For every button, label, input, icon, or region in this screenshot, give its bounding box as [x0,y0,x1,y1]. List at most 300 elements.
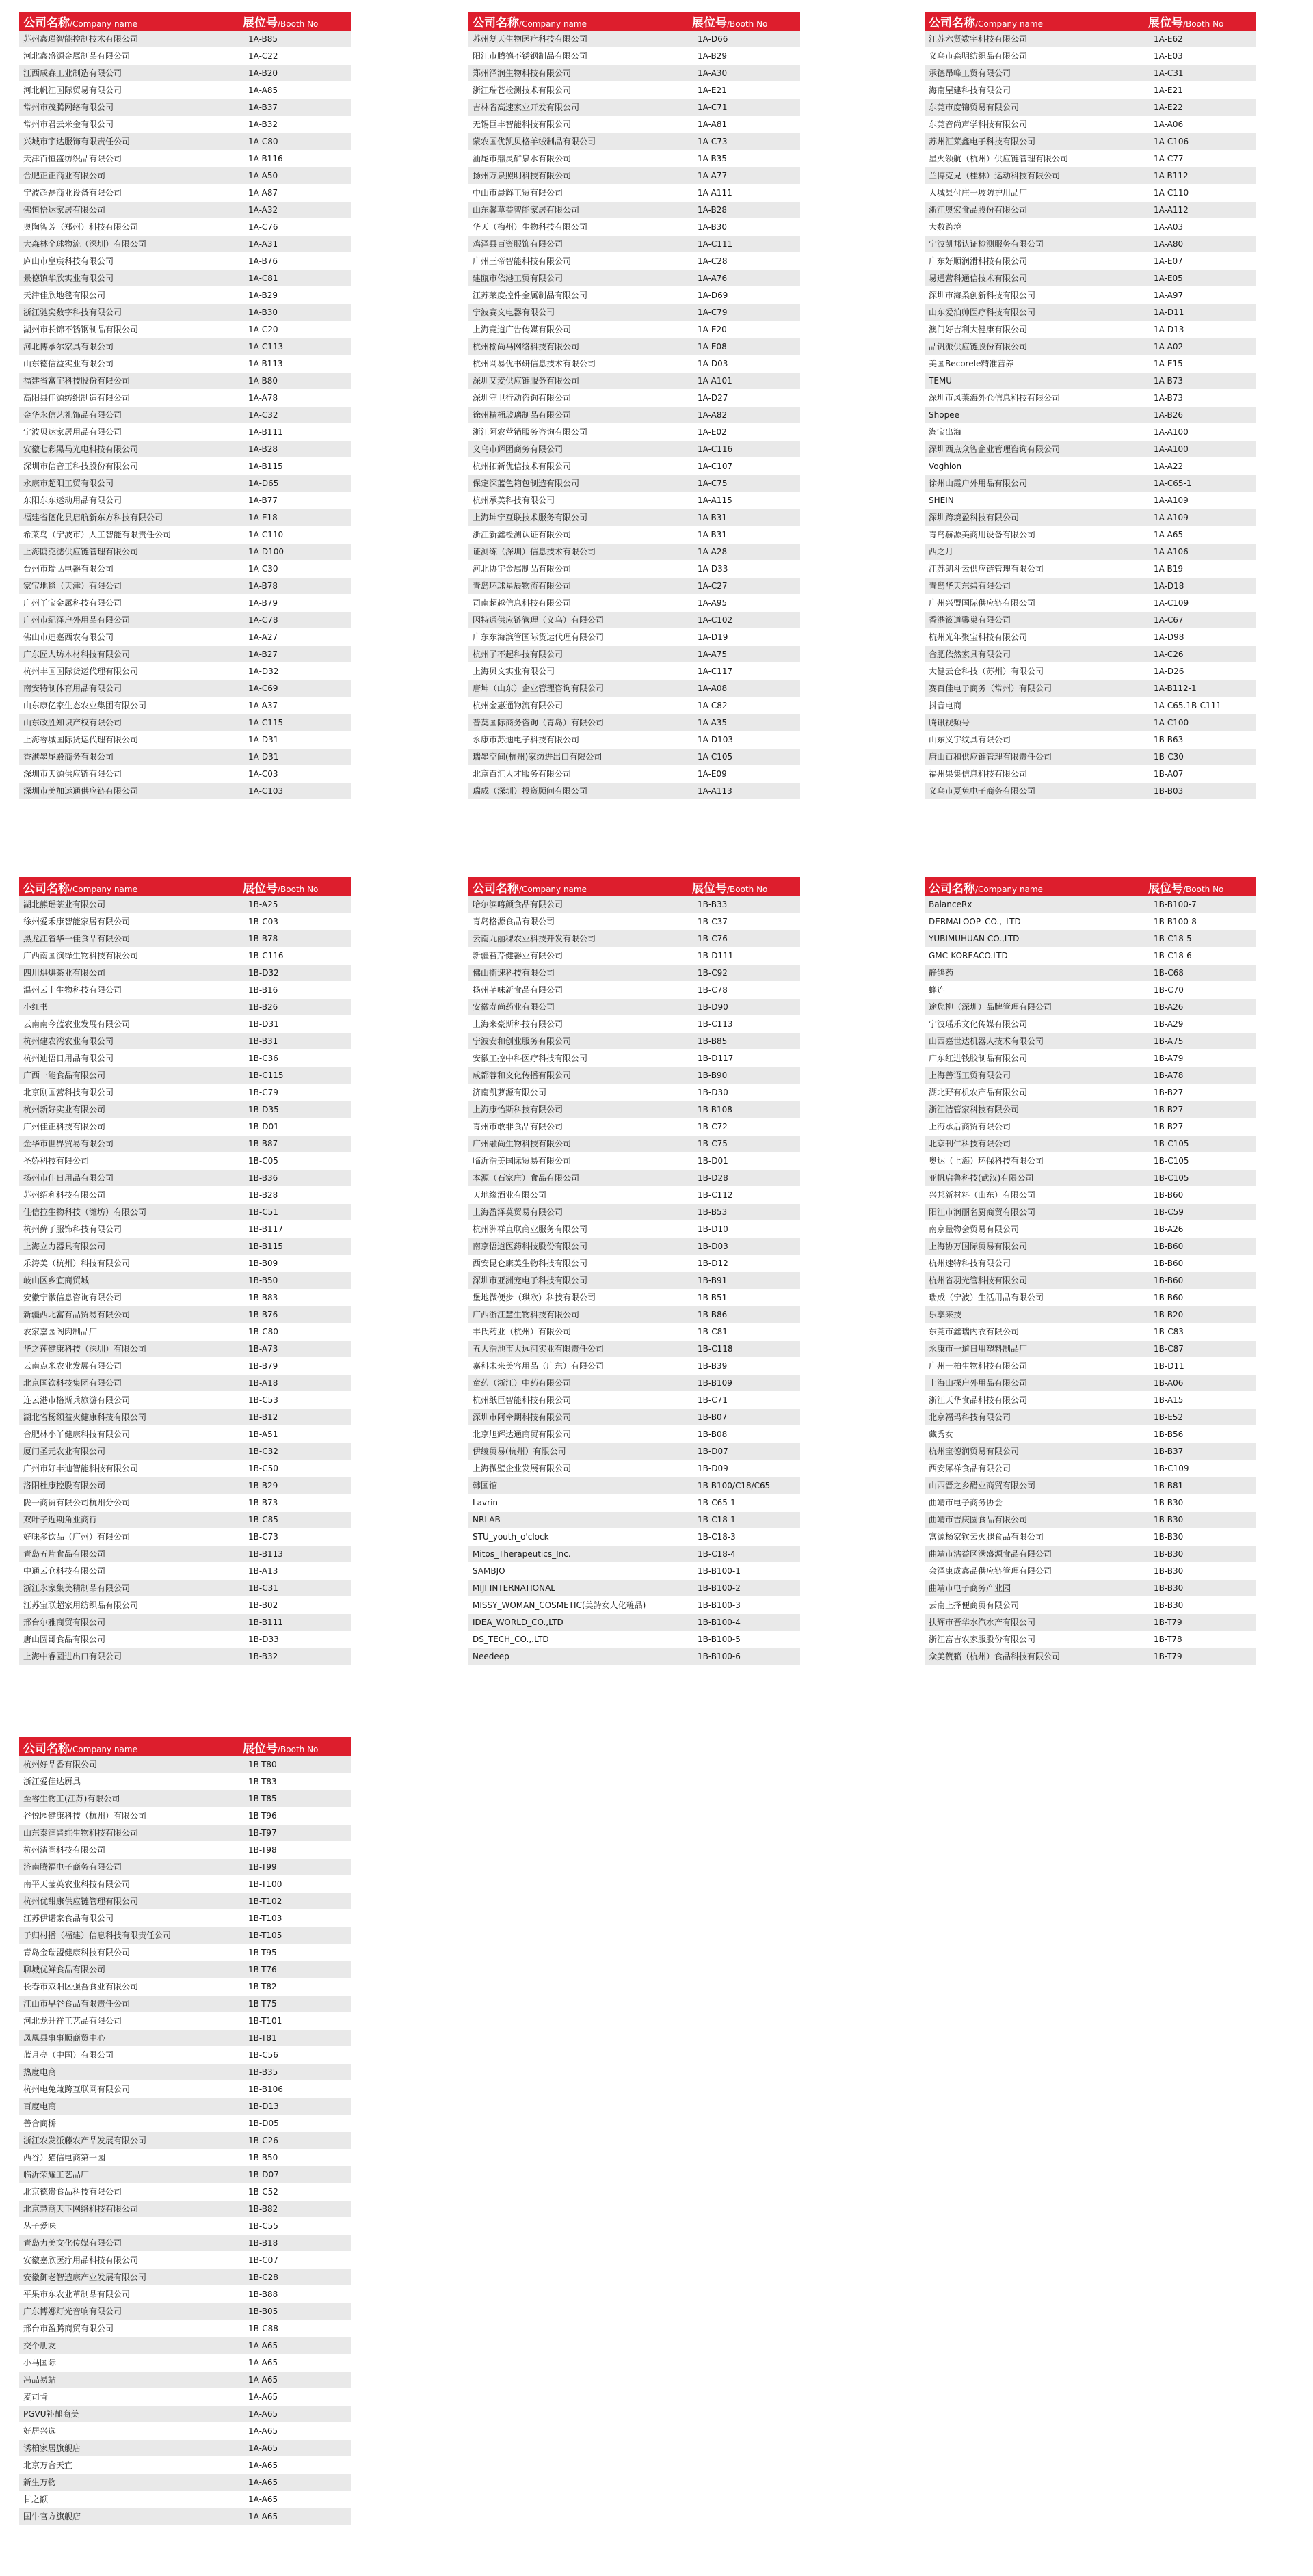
booth-number: 1B-C87 [1154,1344,1184,1354]
table-row [925,116,1256,133]
booth-number: 1B-B100-5 [698,1635,741,1644]
company-name: 众美赞籁（杭州）食品科技有限公司 [929,1652,1061,1661]
table-row [19,2440,351,2457]
booth-number: 1B-A26 [1154,1224,1184,1234]
table-row [925,1580,1256,1597]
table-row [468,270,800,287]
table-row [19,2149,351,2166]
table-row [19,1153,351,1170]
booth-number: 1B-D30 [698,1088,728,1097]
booth-number: 1B-B37 [1154,1447,1184,1456]
table-row [925,270,1256,287]
table-row [19,48,351,65]
table-row [468,595,800,612]
company-name: 杭州承美科技有限公司 [473,496,555,505]
company-name: 承德昂峰工贸有限公司 [929,68,1011,78]
booth-number: 1A-E22 [1154,103,1183,112]
booth-number: 1A-C65.1B-C111 [1154,701,1221,710]
company-name: 大城县付庄一坡防护用品厂 [929,188,1028,198]
booth-number: 1A-E15 [1154,359,1183,368]
company-name: 天地缘酒业有限公司 [473,1190,547,1200]
table-row [468,390,800,407]
company-name: 本源（石家庄）食品有限公司 [473,1173,580,1183]
company-name: 广西浙江慧生物科技有限公司 [473,1310,580,1319]
table-header [19,1737,351,1756]
booth-number: 1B-T83 [248,1777,277,1786]
booth-number: 1A-C77 [1154,154,1184,163]
booth-number: 1A-C03 [248,769,278,779]
company-name: 福建省德化县启航新东方科技有限公司 [23,513,163,522]
company-name: 连云港市格斯兵旅游有限公司 [23,1395,131,1405]
table-row [468,1324,800,1341]
booth-number: 1A-A82 [698,410,728,420]
table-row [925,646,1256,663]
booth-number: 1A-B32 [248,120,278,129]
booth-number: 1A-B78 [248,581,278,591]
booth-number: 1A-B31 [698,513,727,522]
booth-number: 1A-B29 [698,51,727,61]
company-name: 天津佳欣地毯有限公司 [23,291,106,300]
table-row [19,475,351,492]
company-name: 北京福玛科技有限公司 [929,1412,1011,1422]
company-name: 扬州市佳日用品有限公司 [23,1173,114,1183]
booth-number: 1B-T79 [1154,1618,1182,1627]
table-row [468,965,800,982]
company-name: 广东好顺润滑科技有限公司 [929,256,1028,266]
table-row [925,167,1256,185]
table-row [925,475,1256,492]
company-name: 广州兴盟国际供应链有限公司 [929,598,1036,608]
company-name: 云南南今蓝农业发展有限公司 [23,1019,131,1029]
booth-number: 1B-B36 [248,1173,278,1183]
table-row [468,1648,800,1665]
table-row [925,1221,1256,1238]
company-name: 合肥正正商业有限公司 [23,171,106,180]
table-body [468,31,800,800]
booth-number: 1B-C116 [248,951,284,961]
company-name: 子归村播（福建）信息科技有限责任公司 [23,1931,172,1940]
company-name: 成都蓉和文化传播有限公司 [473,1071,572,1080]
table-row [19,1961,351,1978]
company-name: 东莞市度锦贸易有限公司 [929,103,1020,112]
booth-number: 1B-C85 [248,1515,278,1525]
company-name: 上海康怡斯科技有限公司 [473,1105,563,1114]
booth-number: 1A-A76 [698,273,728,283]
booth-number: 1A-B29 [248,291,278,300]
company-name: DS_TECH_CO.,.LTD [473,1635,549,1644]
table-row [925,1477,1256,1494]
booth-number: 1B-B09 [248,1259,278,1268]
company-name: 深圳市风莱海外仓信息科技有限公司 [929,393,1061,403]
table-row [468,646,800,663]
booth-number: 1A-A30 [698,68,728,78]
company-name: 湖北熊瑶茶业有限公司 [23,900,106,909]
booth-number: 1A-A113 [698,786,732,796]
table-row [19,1238,351,1255]
company-header-en: /Company name [70,1744,137,1754]
booth-number: 1B-C88 [248,2324,278,2333]
booth-number: 1B-C05 [248,1156,278,1166]
table-row [19,1756,351,1773]
company-name: 山东康亿家生态农业集团有限公司 [23,701,147,710]
booth-number: 1A-C107 [698,461,733,471]
company-name: 瑞成（宁波）生活用品有限公司 [929,1293,1044,1302]
company-name: 会泽康成鑫品供应链管理有限公司 [929,1566,1052,1576]
booth-number: 1A-A65 [248,2341,278,2350]
table-row [19,1614,351,1631]
booth-number: 1A-C110 [1154,188,1189,198]
table-row [19,2303,351,2320]
table-row [19,509,351,526]
company-name: 青岛五片食品有限公司 [23,1549,106,1559]
booth-number: 1B-A26 [1154,1002,1184,1012]
booth-number: 1A-A65 [248,2495,278,2504]
company-name: 香港筱道馨巢有限公司 [929,615,1011,625]
booth-number: 1A-C103 [248,786,284,796]
booth-number: 1A-A65 [248,2358,278,2367]
booth-number: 1A-B19 [1154,564,1183,574]
booth-number: 1B-C53 [248,1395,278,1405]
company-name: 平果市东农业革制品有限公司 [23,2290,131,2299]
company-name: STU_youth_o'clock [473,1532,549,1542]
company-name: 江苏莱度控件金属制品有限公司 [473,291,588,300]
booth-header-en: /Booth No [727,884,768,894]
table-row [468,999,800,1016]
booth-number: 1B-D01 [248,1122,279,1131]
company-name: 杭州丰国国际货运代理有限公司 [23,667,139,676]
company-name: NRLAB [473,1515,501,1525]
table-row [468,150,800,167]
booth-number: 1A-A75 [698,649,728,659]
company-name: 深圳跨境盈科技有限公司 [929,513,1020,522]
booth-header-en: /Booth No [1183,18,1224,29]
booth-number: 1B-D01 [698,1156,728,1166]
booth-number: 1B-C18-4 [698,1549,736,1559]
company-name: 浙江驰奕数字科技有限公司 [23,308,122,317]
table-row [19,1204,351,1221]
company-name: 徐州爱禾康智能家居有限公司 [23,917,131,926]
company-name: 云南点米农业发展有限公司 [23,1361,122,1371]
table-row [19,2320,351,2337]
booth-number: 1B-A75 [1154,1036,1184,1046]
booth-number: 1B-B60 [1154,1242,1184,1251]
company-name: 保定深蓝色箱包制造有限公司 [473,479,580,488]
booth-number: 1B-T96 [248,1811,277,1821]
booth-number: 1B-B30 [1154,1515,1184,1525]
company-name: 洛阳杜康控股有限公司 [23,1481,106,1490]
table-row [468,48,800,65]
table-row [19,629,351,646]
booth-number: 1B-T79 [1154,1652,1182,1661]
booth-number: 1A-C32 [248,410,278,420]
company-name: 杭州光年聚宝科技有限公司 [929,632,1028,642]
table-row [468,1067,800,1084]
booth-number: 1A-E07 [1154,256,1183,266]
booth-number: 1B-C36 [248,1054,278,1063]
company-name: 山东馨草益智能家居有限公司 [473,205,580,215]
company-name: 广西南国演绎生物科技有限公司 [23,951,139,961]
company-name: 杭州洲祥直联商业服务有限公司 [473,1224,588,1234]
company-name: 广州市好丰迪智能科技有限公司 [23,1464,139,1473]
table-row [19,1773,351,1790]
company-name: 苏州复天生物医疗科技有限公司 [473,34,588,44]
booth-number: 1A-E18 [248,513,278,522]
booth-number: 1B-C18-6 [1154,951,1192,961]
company-name: 兰博克兄（桂林）运动科技有限公司 [929,171,1061,180]
booth-number: 1B-C112 [698,1190,733,1200]
table-row [468,1170,800,1187]
company-name: 好居兴选 [23,2426,57,2436]
booth-header-en: /Booth No [278,1744,319,1754]
table-row [19,167,351,185]
table-row [19,253,351,270]
booth-number: 1A-A65 [248,2375,278,2385]
booth-number: 1A-B30 [248,308,278,317]
table-row [468,1101,800,1118]
table-row [19,65,351,82]
table-row [19,1084,351,1101]
booth-number: 1A-A111 [698,188,732,198]
booth-number: 1A-B31 [698,530,727,539]
company-name: 新生万物 [23,2478,57,2487]
booth-number: 1B-D10 [698,1224,728,1234]
company-name: 青岛赫源美商用设备有限公司 [929,530,1036,539]
company-name: 亚帆启鲁科技(武汉)有限公司 [929,1173,1034,1183]
table-row [925,1084,1256,1101]
booth-number: 1B-B02 [248,1600,278,1610]
table-row [19,1597,351,1614]
table-row [468,1460,800,1477]
company-name: 浙江天华食品科技有限公司 [929,1395,1028,1405]
company-name: 云南九丽稞农业科技开发有限公司 [473,934,596,943]
booth-column-header [243,1739,345,1756]
booth-number: 1A-C82 [698,701,728,710]
booth-number: 1A-A65 [248,2409,278,2419]
company-name: 义乌市辉团商务有限公司 [473,444,563,454]
company-name: 常州市茂腾网络有限公司 [23,103,114,112]
booth-number: 1B-B90 [698,1071,728,1080]
booth-number: 1B-C105 [1154,1173,1189,1183]
company-name: 浙江洁管家科技有限公司 [929,1105,1020,1114]
booth-number: 1B-B20 [1154,1310,1184,1319]
company-name: 杭州了不起科技有限公司 [473,649,563,659]
booth-number: 1A-B116 [248,154,283,163]
table-header [19,877,351,896]
company-name: 上海坤宁互联技术服务有限公司 [473,513,588,522]
booth-number: 1A-D27 [698,393,728,403]
booth-number: 1B-B51 [698,1293,728,1302]
company-name: 福州果集信息科技有限公司 [929,769,1028,779]
table-row [19,1631,351,1648]
company-name: 邢台市盈腾商贸有限公司 [23,2324,114,2333]
company-name: 易通营科通信技术有限公司 [929,273,1028,283]
table-header [19,12,351,31]
company-name: 上海贝文实业有限公司 [473,667,555,676]
booth-number: 1B-B100-3 [698,1600,741,1610]
booth-number: 1B-C75 [698,1139,728,1149]
company-name: GMC-KOREACO.LTD [929,951,1008,961]
company-name: 宁波贝达家居用品有限公司 [23,427,122,437]
table-row [468,629,800,646]
booth-number: 1A-E08 [698,342,727,351]
table-row [468,1118,800,1136]
company-name: 扬州万泉照明科技有限公司 [473,171,572,180]
exhibitor-table-4 [19,877,351,1665]
company-name: 上海协万国际贸易有限公司 [929,1242,1028,1251]
booth-number: 1A-A50 [248,171,278,180]
table-row [19,1136,351,1153]
table-row [19,1221,351,1238]
company-name: 上海中睿圆进出口有限公司 [23,1652,122,1661]
company-name: 徐州精桶玻璃制品有限公司 [473,410,572,420]
company-name: 浙江奥宏食品股份有限公司 [929,205,1028,215]
table-row [468,1392,800,1409]
table-row [468,1306,800,1324]
table-row [19,1825,351,1842]
table-row [925,749,1256,766]
table-row [468,1238,800,1255]
company-name: 佛山市迪嘉西农有限公司 [23,632,114,642]
booth-number: 1B-B60 [1154,1276,1184,1285]
table-row [19,2372,351,2389]
table-row [925,982,1256,999]
company-name: 哈尔滨喀颜食品有限公司 [473,900,563,909]
table-row [19,1790,351,1808]
company-name: 星火领航（杭州）供应链管理有限公司 [929,154,1069,163]
table-row [925,338,1256,355]
booth-number: 1A-D69 [698,291,728,300]
table-row [468,253,800,270]
company-name: 岐山区乡宜商贸城 [23,1276,90,1285]
booth-number: 1A-C109 [1154,598,1189,608]
table-header [925,877,1256,896]
booth-number: 1A-A95 [698,598,728,608]
table-row [19,390,351,407]
table-row [925,1016,1256,1033]
booth-number: 1B-T80 [248,1760,277,1769]
table-row [468,1358,800,1375]
company-name: 青岛环球星辰物流有限公司 [473,581,572,591]
table-row [925,663,1256,680]
booth-number: 1A-A85 [248,85,278,95]
table-row [19,116,351,133]
table-row [468,1221,800,1238]
booth-number: 1B-C78 [698,985,728,995]
table-row [925,1409,1256,1426]
table-row [925,355,1256,373]
booth-column-header [692,13,795,30]
company-name: 嘉科未来美容用品（广东）有限公司 [473,1361,605,1371]
table-row [468,492,800,509]
table-row [925,150,1256,167]
company-name: 湖州市长锦不锈钢制品有限公司 [23,325,139,334]
booth-number: 1B-C118 [698,1344,733,1354]
table-row [468,116,800,133]
company-name: 广州市纪泽户外用品有限公司 [23,615,131,625]
booth-number: 1A-A65 [248,2512,278,2521]
booth-number: 1B-B60 [1154,1190,1184,1200]
booth-number: 1B-B28 [248,1190,278,1200]
table-row [468,458,800,475]
booth-number: 1B-D111 [698,951,734,961]
company-column-header [23,878,137,896]
table-row [468,766,800,783]
table-row [19,578,351,595]
booth-number: 1B-B27 [1154,1122,1184,1131]
booth-number: 1A-C100 [1154,718,1189,727]
company-name: 广东东海滨管国际货运代理有限公司 [473,632,605,642]
booth-number: 1B-A07 [1154,769,1184,779]
booth-number: 1A-A65 [248,2460,278,2470]
booth-header-zh: 展位号 [243,16,278,30]
booth-number: 1B-B111 [248,1618,283,1627]
company-name: 永康市苏迪电子科技有限公司 [473,735,580,744]
company-name: 青岛力美文化传媒有限公司 [23,2238,122,2248]
table-row [19,1529,351,1546]
table-row [19,355,351,373]
company-name: 唐山百和供应链管理有限责任公司 [929,752,1052,762]
table-row [19,321,351,338]
company-name: 临沂浩美国际贸易有限公司 [473,1156,572,1166]
table-row [19,373,351,390]
table-row [468,1512,800,1529]
table-header [925,12,1256,31]
exhibitor-table-1 [19,12,351,800]
company-name: 赛百佳电子商务（常州）有限公司 [929,684,1052,693]
company-name: 西之月 [929,547,954,556]
table-row [19,1494,351,1512]
company-name: 上海来豪斯科技有限公司 [473,1019,563,1029]
company-name: 河北龙升祥工艺品有限公司 [23,2016,122,2026]
booth-number: 1A-B28 [248,444,278,454]
booth-number: 1A-C78 [248,615,278,625]
company-column-header [473,878,587,896]
booth-number: 1A-A28 [698,547,728,556]
booth-number: 1B-B78 [248,934,278,943]
table-row [925,1460,1256,1477]
table-row [19,1996,351,2013]
table-row [19,1358,351,1375]
table-row [19,1341,351,1358]
company-name: 江苏伊诺家食品有限公司 [23,1914,114,1923]
table-row [19,2115,351,2132]
company-name: 杭州拓新优信技术有限公司 [473,461,572,471]
company-name: 国牛官方旗舰店 [23,2512,81,2521]
table-row [925,930,1256,948]
company-name: 兴邦新材料（山东）有限公司 [929,1190,1036,1200]
booth-header-en: /Booth No [278,18,319,29]
company-name: DERMALOOP_CO.,_LTD [929,917,1021,926]
company-name: 甘之额 [23,2495,49,2504]
booth-number: 1B-C71 [698,1395,728,1405]
exhibitor-table-2 [468,12,800,800]
company-name: 佳信拉生物科技（潍坊）有限公司 [23,1207,147,1217]
company-column-header [23,13,137,30]
company-name: 浙江阿农营销服务咨询有限公司 [473,427,588,437]
booth-number: 1B-B85 [698,1036,728,1046]
table-row [925,1067,1256,1084]
booth-number: 1B-T101 [248,2016,282,2026]
company-name: 西谷）猫信电商第一园 [23,2153,106,2162]
booth-number: 1A-C26 [1154,649,1184,659]
booth-number: 1B-T98 [248,1845,277,1855]
booth-number: 1A-A08 [698,684,728,693]
company-name: 东莞音尚声学科技有限公司 [929,120,1028,129]
booth-number: 1B-C18-5 [1154,934,1192,943]
company-name: 藏秀女 [929,1430,954,1439]
table-row [19,2132,351,2149]
booth-number: 1B-A06 [1154,1378,1184,1388]
